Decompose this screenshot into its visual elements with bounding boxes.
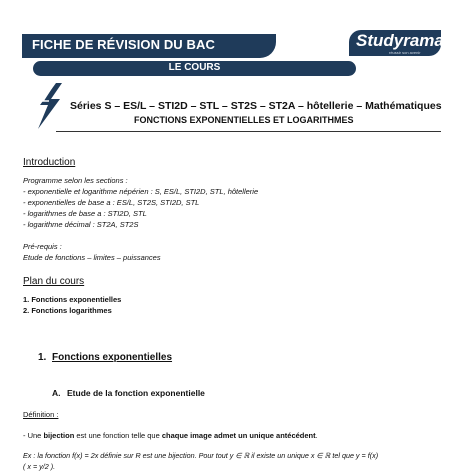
- logo-subtitle: réussir son avenir: [389, 50, 421, 55]
- programme-item: - exponentielle et logarithme népérien : S, ES/L, STI2D, STL, hôtellerie: [23, 187, 259, 196]
- section-title: Fonctions exponentielles: [52, 352, 173, 363]
- plan-item: 1. Fonctions exponentielles: [23, 295, 122, 304]
- header-title: FICHE DE RÉVISION DU BAC: [32, 37, 215, 52]
- prereq-title: Pré-requis :: [23, 242, 62, 251]
- example-line-2: ( x = y/2 ).: [23, 462, 56, 471]
- def-bold-bijection: bijection: [43, 431, 75, 440]
- prereq-text: Etude de fonctions – limites – puissances: [23, 253, 161, 262]
- example-line: Ex : la fonction f(x) = 2x définie sur R est une bijection. Pour tout y ∈ ℝ il existe un unique x ∈ ℝ tel que y = f(x): [23, 451, 379, 460]
- subsection-letter: A.: [52, 388, 61, 398]
- programme-title: Programme selon les sections :: [23, 176, 128, 185]
- section-label: LE COURS: [168, 62, 221, 73]
- plan-item: 2. Fonctions logarithmes: [23, 306, 112, 315]
- programme-item: - logarithme décimal : ST2A, ST2S: [23, 220, 139, 229]
- intro-heading: Introduction: [23, 157, 76, 168]
- lightning-icon: [34, 83, 64, 129]
- def-end: .: [315, 431, 318, 440]
- def-bold-antecedent: chaque image admet un unique antécédent: [161, 431, 316, 440]
- header-divider: [56, 131, 441, 132]
- series-line: Séries S – ES/L – STI2D – STL – ST2S – ST2A – hôtellerie – Mathématiques: [70, 100, 442, 112]
- programme-item: - exponentielles de base a : ES/L, ST2S, STI2D, STL: [23, 198, 200, 207]
- plan-heading: Plan du cours: [23, 276, 85, 287]
- subject-title: FONCTIONS EXPONENTIELLES ET LOGARITHMES: [134, 115, 354, 125]
- def-mid: est une fonction telle que: [74, 431, 162, 440]
- programme-item: - logarithmes de base a : STI2D, STL: [23, 209, 147, 218]
- subsection-title: Etude de la fonction exponentielle: [67, 388, 205, 398]
- logo-text: Studyrama: [356, 31, 444, 50]
- def-prefix: - Une: [23, 431, 44, 440]
- definition-label: Définition :: [23, 410, 59, 419]
- definition-text: [23, 431, 318, 440]
- section-number: 1.: [38, 352, 47, 363]
